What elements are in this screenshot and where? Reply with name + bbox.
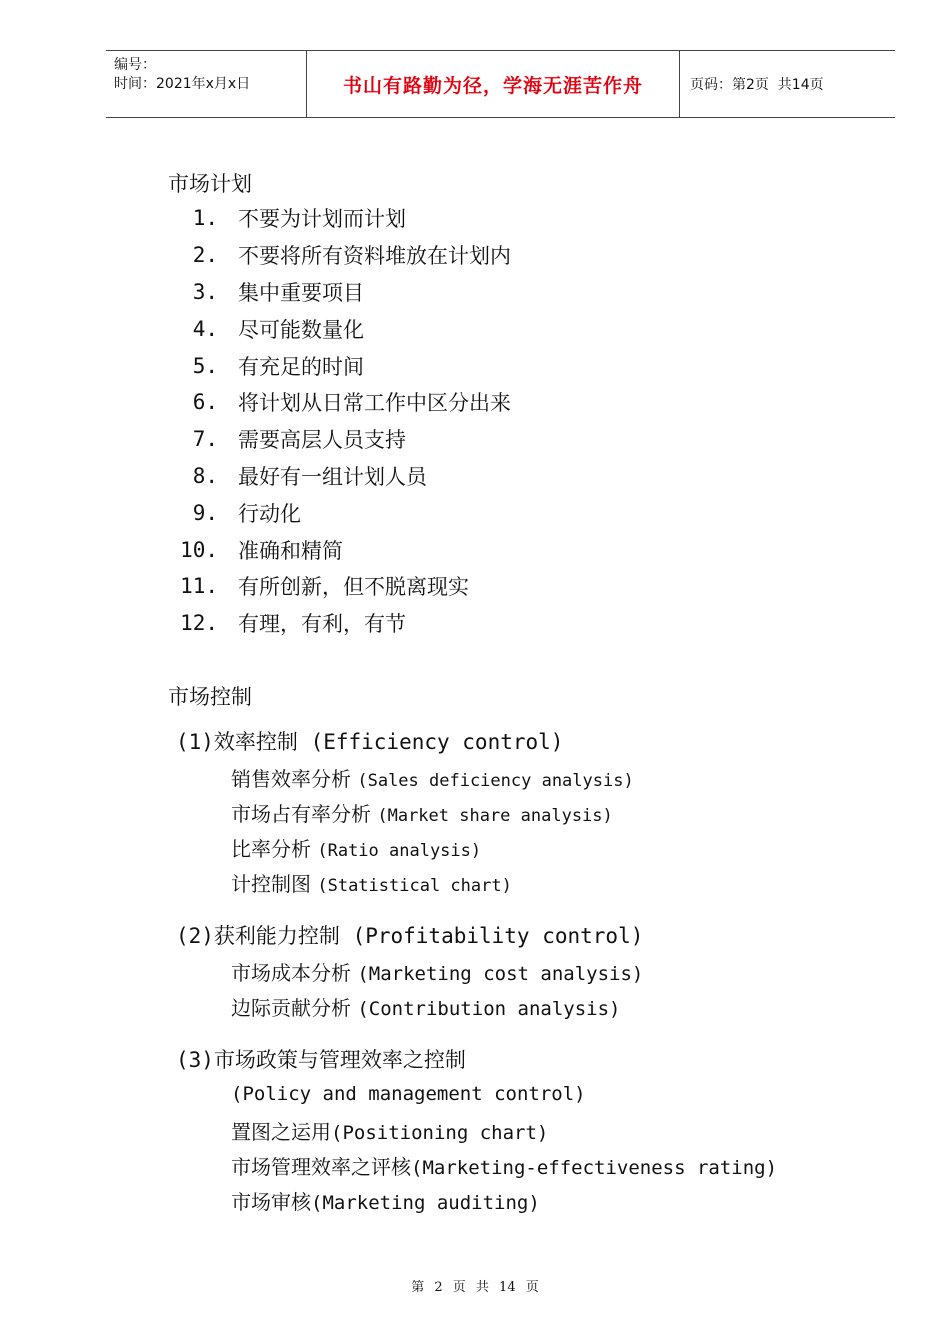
sub-zh: 置图之运用	[231, 1120, 331, 1144]
list-item	[168, 310, 768, 347]
item-number: 2.	[192, 243, 218, 268]
sub-zh: 市场占有率分析	[231, 802, 378, 826]
list-item	[168, 200, 768, 237]
item-text: 有理，有利，有节	[238, 612, 406, 637]
sub-en: (Contribution analysis)	[357, 998, 621, 1020]
item-number: 8.	[192, 463, 218, 488]
sub-en: (Market share analysis)	[377, 806, 613, 826]
item-text: 不要为计划而计划	[238, 207, 406, 232]
item-number: 3.	[192, 279, 218, 304]
item-number: 12.	[180, 611, 218, 636]
serial-label: 编号：	[114, 57, 156, 73]
item-number: 7.	[192, 427, 218, 452]
sub-zh: 市场管理效率之评核	[231, 1155, 411, 1179]
item-text: 有充足的时间	[238, 354, 364, 379]
item-text: 行动化	[238, 501, 301, 526]
sub-en: (Marketing cost analysis)	[357, 963, 644, 985]
list-item	[168, 531, 768, 568]
list-item	[168, 274, 768, 311]
sub-zh: 边际贡献分析	[231, 996, 358, 1020]
sub-zh: 计控制图	[231, 872, 318, 896]
control-group-title: (1)效率控制 (Efficiency control)	[176, 730, 564, 754]
sub-en: (Ratio analysis)	[317, 841, 482, 861]
sub-en: (Sales deficiency analysis)	[357, 771, 634, 791]
control-sub-item	[231, 798, 613, 827]
item-text: 集中重要项目	[238, 280, 364, 305]
list-item	[168, 568, 768, 605]
control-sub-item	[231, 1151, 777, 1180]
item-number: 5.	[192, 353, 218, 378]
list-item	[168, 384, 768, 421]
header-meta	[106, 51, 306, 117]
item-text: 最好有一组计划人员	[238, 464, 427, 489]
header-page-info	[680, 51, 895, 117]
page-info-text: 页码：第2页 共14页	[690, 77, 824, 93]
control-sub-item	[231, 868, 512, 897]
control-sub-item	[231, 763, 634, 792]
page-footer: 第 2 页 共 14 页	[411, 1280, 539, 1295]
header-motto: 书山有路勤为径，学海无涯苦作舟	[306, 51, 680, 117]
plan-list	[168, 200, 768, 642]
control-group-title: (3)市场政策与管理效率之控制	[176, 1048, 466, 1072]
control-title: 市场控制	[168, 685, 252, 709]
control-sub-item	[231, 1116, 548, 1145]
sub-zh: 比率分析	[231, 837, 318, 861]
item-text: 将计划从日常工作中区分出来	[238, 391, 511, 416]
control-sub-item	[231, 1186, 540, 1215]
sub-en: (Policy and management control)	[231, 1083, 586, 1105]
sub-zh: 市场审核	[231, 1190, 311, 1214]
page-header	[106, 50, 895, 118]
control-sub-item	[231, 1081, 586, 1105]
item-number: 11.	[180, 574, 218, 599]
sub-zh: 市场成本分析	[231, 961, 358, 985]
item-number: 10.	[180, 537, 218, 562]
control-group-title: (2)获利能力控制 (Profitability control)	[176, 924, 644, 948]
item-text: 不要将所有资料堆放在计划内	[238, 244, 511, 269]
control-sub-item	[231, 992, 620, 1021]
control-sub-item	[231, 833, 481, 862]
item-number: 4.	[192, 316, 218, 341]
list-item	[168, 347, 768, 384]
sub-en: (Positioning chart)	[331, 1122, 549, 1144]
item-text: 有所创新，但不脱离现实	[238, 575, 469, 600]
sub-en: (Marketing-effectiveness rating)	[411, 1157, 778, 1179]
item-text: 需要高层人员支持	[238, 428, 406, 453]
sub-zh: 销售效率分析	[231, 767, 358, 791]
control-sub-item	[231, 957, 643, 986]
list-item	[168, 605, 768, 642]
item-text: 准确和精简	[238, 538, 343, 563]
sub-en: (Statistical chart)	[317, 876, 512, 896]
item-number: 1.	[192, 206, 218, 231]
list-item	[168, 494, 768, 531]
plan-title: 市场计划	[168, 172, 252, 196]
time-line: 时间：2021年x月x日	[114, 76, 251, 92]
item-text: 尽可能数量化	[238, 317, 364, 342]
item-number: 6.	[192, 390, 218, 415]
list-item	[168, 458, 768, 495]
list-item	[168, 237, 768, 274]
list-item	[168, 421, 768, 458]
item-number: 9.	[192, 500, 218, 525]
sub-en: (Marketing auditing)	[311, 1192, 540, 1214]
